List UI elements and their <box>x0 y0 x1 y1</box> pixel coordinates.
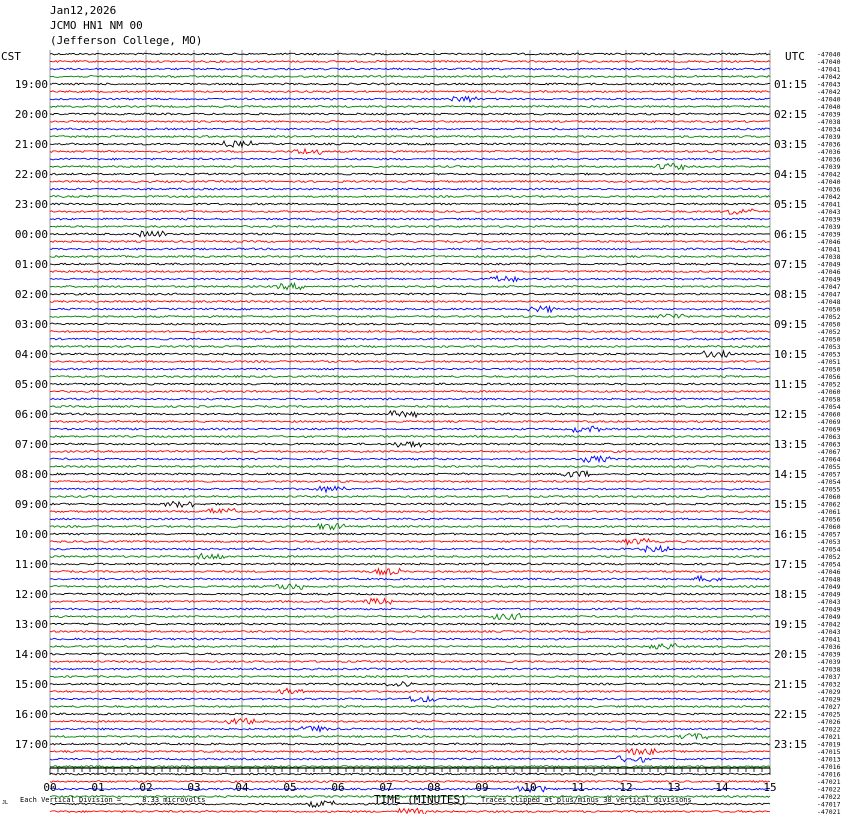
trace-value-label: -47060 <box>817 410 841 419</box>
seismic-trace <box>50 331 770 333</box>
right-hour-label: 17:15 <box>774 558 808 571</box>
seismic-trace <box>50 76 770 78</box>
right-hour-label: 11:15 <box>774 378 808 391</box>
x-tick-label: 12 <box>619 781 633 794</box>
right-hour-label: 08:15 <box>774 288 808 301</box>
trace-value-label: -47054 <box>817 403 841 411</box>
right-hour-label: 23:15 <box>774 738 808 751</box>
seismic-trace <box>50 241 770 243</box>
seismic-trace <box>50 496 770 498</box>
seismic-trace <box>50 306 770 312</box>
trace-value-label: -47052 <box>817 380 841 389</box>
seismic-trace <box>50 734 770 739</box>
seismic-trace <box>50 524 770 530</box>
trace-value-label: -47043 <box>817 628 841 636</box>
trace-value-label: -47022 <box>817 785 841 794</box>
trace-value-label: -47040 <box>817 50 841 59</box>
seismic-trace <box>50 231 770 237</box>
trace-value-label: -47036 <box>817 643 841 651</box>
trace-value-label: -47050 <box>817 365 841 374</box>
trace-value-label: -47021 <box>817 733 841 741</box>
trace-value-label: -47039 <box>817 110 841 119</box>
x-tick-label: 15 <box>763 781 777 794</box>
seismic-trace <box>50 501 770 507</box>
right-hour-label: 10:15 <box>774 348 808 361</box>
trace-value-label: -47049 <box>817 613 841 621</box>
trace-value-label: -47046 <box>817 238 841 246</box>
left-hour-label: 13:00 <box>14 618 48 631</box>
x-tick-label: 08 <box>427 781 441 794</box>
trace-value-label: -47043 <box>817 208 841 216</box>
left-hour-label: 01:00 <box>14 258 48 271</box>
left-hour-label: 03:00 <box>14 318 48 331</box>
trace-value-label: -47040 <box>817 178 841 186</box>
trace-value-label: -47039 <box>817 230 841 239</box>
trace-value-label: -47050 <box>817 335 841 344</box>
seismic-trace <box>50 509 770 513</box>
location-label: (Jefferson College, MO) <box>50 34 203 47</box>
seismic-trace <box>50 136 770 138</box>
trace-value-label: -47052 <box>817 328 841 336</box>
seismic-trace <box>50 158 770 160</box>
seismic-trace <box>50 406 770 408</box>
seismic-trace <box>50 203 770 205</box>
right-hour-label: 02:15 <box>774 108 808 121</box>
seismic-trace <box>50 608 770 610</box>
right-hour-label: 03:15 <box>774 138 808 151</box>
trace-value-label: -47019 <box>817 740 841 749</box>
x-axis-label: TIME (MINUTES) <box>374 793 467 806</box>
right-hour-label: 18:15 <box>774 588 808 601</box>
left-hour-label: 15:00 <box>14 678 48 691</box>
seismic-trace <box>50 164 770 170</box>
trace-value-label: -47069 <box>817 418 841 426</box>
trace-value-label: -47064 <box>817 455 841 464</box>
seismic-trace <box>50 471 770 477</box>
trace-value-label: -47040 <box>817 95 841 104</box>
seismic-trace <box>50 97 770 102</box>
left-hour-label: 07:00 <box>14 438 48 451</box>
trace-value-label: -47049 <box>817 590 841 599</box>
seismic-trace <box>50 613 770 619</box>
trace-value-label: -47052 <box>817 313 841 321</box>
seismic-trace <box>50 808 770 814</box>
seismic-trace <box>50 599 770 605</box>
seismic-trace <box>50 128 770 130</box>
x-tick-label: 10 <box>523 781 537 794</box>
seismic-trace <box>50 421 770 423</box>
trace-value-label: -47026 <box>817 718 841 726</box>
seismic-trace <box>50 283 770 289</box>
seismic-trace <box>50 676 770 678</box>
trace-value-label: -47039 <box>817 163 841 171</box>
seismic-trace <box>50 436 770 438</box>
seismic-trace <box>50 106 770 108</box>
trace-value-label: -47053 <box>817 538 841 546</box>
trace-value-label: -47047 <box>817 283 841 291</box>
trace-value-label: -47054 <box>817 478 841 486</box>
trace-value-label: -47027 <box>817 703 841 711</box>
seismic-trace <box>50 781 770 783</box>
right-hour-label: 21:15 <box>774 678 808 691</box>
trace-value-label: -47048 <box>817 298 841 306</box>
trace-value-label: -47042 <box>817 73 841 81</box>
left-hour-label: 12:00 <box>14 588 48 601</box>
seismic-trace <box>50 706 770 708</box>
left-hour-label: 14:00 <box>14 648 48 661</box>
clipping-note: Traces clipped at plus/minus 30 vertical divisions <box>481 796 692 804</box>
seismic-trace <box>50 383 770 385</box>
seismic-trace <box>50 149 770 155</box>
trace-value-label: -47054 <box>817 545 841 554</box>
trace-value-label: -47022 <box>817 793 841 801</box>
trace-value-label: -47016 <box>817 763 841 771</box>
seismic-trace <box>50 743 770 745</box>
trace-value-label: -47049 <box>817 260 841 269</box>
left-hour-label: 17:00 <box>14 738 48 751</box>
seismic-trace <box>50 263 770 265</box>
trace-value-label: -47039 <box>817 215 841 224</box>
seismic-trace <box>50 661 770 663</box>
seismic-trace <box>50 718 770 724</box>
seismic-trace <box>50 141 770 147</box>
seismic-trace <box>50 553 770 559</box>
seismic-trace <box>50 376 770 378</box>
seismic-trace <box>50 533 770 535</box>
trace-value-label: -47046 <box>817 568 841 576</box>
seismic-trace <box>50 623 770 625</box>
seismic-trace <box>50 301 770 303</box>
seismic-trace <box>50 338 770 340</box>
station-label: JCMO HN1 NM 00 <box>50 19 143 32</box>
trace-value-label: -47041 <box>817 65 841 74</box>
seismic-trace <box>50 361 770 363</box>
seismic-trace <box>50 293 770 295</box>
trace-value-label: -47046 <box>817 268 841 276</box>
seismic-trace <box>50 486 770 492</box>
seismic-trace <box>50 538 770 544</box>
seismic-trace <box>50 346 770 348</box>
right-hour-label: 09:15 <box>774 318 808 331</box>
trace-value-label: -47038 <box>817 665 841 674</box>
seismic-trace <box>50 314 770 318</box>
trace-value-label: -47053 <box>817 350 841 359</box>
trace-value-label: -47056 <box>817 515 841 524</box>
seismic-trace <box>50 786 770 792</box>
trace-value-label: -47039 <box>817 658 841 666</box>
seismic-trace <box>50 256 770 258</box>
x-tick-label: 04 <box>235 781 249 794</box>
trace-value-label: -47016 <box>817 770 841 779</box>
right-hour-label: 12:15 <box>774 408 808 421</box>
x-tick-label: 05 <box>283 781 297 794</box>
trace-value-label: -47042 <box>817 620 841 629</box>
trace-value-label: -47040 <box>817 58 841 66</box>
trace-value-label: -47060 <box>817 523 841 531</box>
seismic-trace <box>50 481 770 483</box>
trace-value-label: -47049 <box>817 583 841 591</box>
trace-value-label: -47038 <box>817 253 841 261</box>
trace-value-label: -47036 <box>817 140 841 149</box>
seismic-trace <box>50 226 770 228</box>
seismic-trace <box>50 391 770 393</box>
seismic-trace <box>50 91 770 93</box>
trace-value-label: -47051 <box>817 358 841 366</box>
seismic-trace <box>50 351 770 357</box>
seismic-trace <box>50 188 770 190</box>
left-hour-label: 22:00 <box>14 168 48 181</box>
seismic-trace <box>50 749 770 755</box>
seismic-trace <box>50 248 770 250</box>
x-tick-label: 13 <box>667 781 681 794</box>
footer-mark: JL <box>2 800 9 806</box>
seismic-trace <box>50 726 770 732</box>
trace-value-label: -47029 <box>817 688 841 696</box>
trace-value-label: -47039 <box>817 223 841 231</box>
trace-value-label: -47041 <box>817 200 841 209</box>
seismic-trace <box>50 323 770 325</box>
seismic-trace <box>50 61 770 63</box>
trace-value-label: -47040 <box>817 103 841 111</box>
seismic-trace <box>50 668 770 670</box>
x-tick-label: 07 <box>379 781 393 794</box>
x-tick-label: 00 <box>43 781 57 794</box>
seismic-trace <box>50 121 770 123</box>
left-hour-label: 02:00 <box>14 288 48 301</box>
right-hour-label: 04:15 <box>774 168 808 181</box>
trace-value-label: -47021 <box>817 778 841 786</box>
seismic-trace <box>50 456 770 462</box>
seismic-trace <box>50 688 770 694</box>
seismic-trace <box>50 113 770 115</box>
seismic-trace <box>50 276 770 282</box>
x-tick-label: 02 <box>139 781 153 794</box>
seismic-trace <box>50 398 770 400</box>
left-hour-label: 19:00 <box>14 78 48 91</box>
trace-value-label: -47034 <box>817 125 841 134</box>
seismic-trace <box>50 271 770 273</box>
trace-value-label: -47043 <box>817 598 841 606</box>
left-hour-label: 11:00 <box>14 558 48 571</box>
trace-value-label: -47021 <box>817 808 841 814</box>
x-tick-label: 03 <box>187 781 201 794</box>
trace-value-label: -47049 <box>817 275 841 284</box>
trace-value-label: -47013 <box>817 755 841 764</box>
trace-value-label: -47039 <box>817 133 841 141</box>
left-hour-label: 16:00 <box>14 708 48 721</box>
right-hour-label: 22:15 <box>774 708 808 721</box>
left-hour-label: 10:00 <box>14 528 48 541</box>
trace-value-label: -47067 <box>817 448 841 456</box>
trace-value-label: -47062 <box>817 500 841 509</box>
right-hour-label: 20:15 <box>774 648 808 661</box>
left-hour-label: 23:00 <box>14 198 48 211</box>
left-hour-label: 04:00 <box>14 348 48 361</box>
seismic-trace <box>50 682 770 687</box>
left-hour-label: 21:00 <box>14 138 48 151</box>
left-hour-label: 05:00 <box>14 378 48 391</box>
trace-value-label: -47041 <box>817 245 841 254</box>
trace-value-label: -47053 <box>817 343 841 351</box>
vertical-division-note: Each Vertical Division = 8.33 microvolts <box>20 796 206 804</box>
x-tick-label: 06 <box>331 781 345 794</box>
seismic-trace <box>50 756 770 762</box>
trace-value-label: -47063 <box>817 440 841 449</box>
seismic-trace <box>50 713 770 715</box>
right-hour-label: 06:15 <box>774 228 808 241</box>
left-hour-label: 09:00 <box>14 498 48 511</box>
trace-value-label: -47042 <box>817 193 841 201</box>
trace-value-label: -47056 <box>817 373 841 381</box>
trace-value-label: -47052 <box>817 553 841 561</box>
trace-value-label: -47015 <box>817 748 841 756</box>
seismic-trace <box>50 766 770 768</box>
right-hour-label: 14:15 <box>774 468 808 481</box>
trace-value-label: -47060 <box>817 388 841 396</box>
trace-value-label: -47069 <box>817 425 841 434</box>
trace-value-label: -47042 <box>817 170 841 179</box>
seismic-trace <box>50 368 770 370</box>
left-hour-label: 06:00 <box>14 408 48 421</box>
left-hour-label: 08:00 <box>14 468 48 481</box>
seismic-trace <box>50 576 770 581</box>
trace-value-label: -47041 <box>817 635 841 644</box>
right-hour-label: 01:15 <box>774 78 808 91</box>
trace-value-label: -47025 <box>817 710 841 719</box>
trace-value-label: -47050 <box>817 305 841 314</box>
seismic-trace <box>50 518 770 520</box>
right-hour-label: 16:15 <box>774 528 808 541</box>
seismic-trace <box>50 631 770 633</box>
trace-value-label: -47036 <box>817 148 841 156</box>
right-hour-label: 19:15 <box>774 618 808 631</box>
right-hour-label: 05:15 <box>774 198 808 211</box>
seismic-trace <box>50 773 770 775</box>
trace-value-label: -47050 <box>817 320 841 329</box>
seismic-trace <box>50 181 770 183</box>
seismic-trace <box>50 696 770 701</box>
trace-value-label: -47063 <box>817 433 841 441</box>
trace-value-label: -47036 <box>817 185 841 194</box>
trace-value-label: -47036 <box>817 155 841 164</box>
seismic-trace <box>50 53 770 55</box>
seismic-trace <box>50 451 770 453</box>
trace-value-label: -47061 <box>817 508 841 516</box>
trace-value-label: -47047 <box>817 290 841 299</box>
trace-value-label: -47058 <box>817 395 841 404</box>
trace-value-label: -47029 <box>817 695 841 704</box>
seismic-trace <box>50 563 770 565</box>
trace-value-label: -47022 <box>817 725 841 734</box>
seismic-trace <box>50 644 770 650</box>
trace-value-label: -47057 <box>817 470 841 479</box>
trace-value-label: -47037 <box>817 673 841 681</box>
x-tick-label: 01 <box>91 781 105 794</box>
seismic-trace <box>50 218 770 220</box>
seismic-trace <box>50 411 770 417</box>
trace-value-label: -47057 <box>817 530 841 539</box>
trace-value-label: -47039 <box>817 650 841 659</box>
right-hour-label: 15:15 <box>774 498 808 511</box>
seismic-trace <box>50 426 770 432</box>
trace-value-label: -47049 <box>817 605 841 614</box>
trace-value-label: -47055 <box>817 485 841 494</box>
seismic-trace <box>50 568 770 574</box>
right-timezone-label: UTC <box>785 50 805 63</box>
seismic-trace <box>50 442 770 447</box>
seismic-trace <box>50 593 770 595</box>
seismic-trace <box>50 68 770 70</box>
date-label: Jan12,2026 <box>50 4 117 17</box>
trace-value-label: -47032 <box>817 680 841 689</box>
seismic-trace <box>50 173 770 175</box>
seismic-trace <box>50 546 770 552</box>
left-timezone-label: CST <box>1 50 21 63</box>
seismic-trace <box>50 196 770 198</box>
right-hour-label: 13:15 <box>774 438 808 451</box>
trace-value-label: -47060 <box>817 493 841 501</box>
seismic-trace <box>50 638 770 640</box>
seismic-trace <box>50 466 770 468</box>
right-hour-label: 07:15 <box>774 258 808 271</box>
left-hour-label: 00:00 <box>14 228 48 241</box>
trace-value-label: -47043 <box>817 80 841 89</box>
seismic-trace <box>50 209 770 214</box>
seismic-trace <box>50 653 770 655</box>
x-tick-label: 14 <box>715 781 729 794</box>
trace-value-label: -47017 <box>817 800 841 809</box>
x-tick-label: 09 <box>475 781 489 794</box>
x-tick-label: 11 <box>571 781 585 794</box>
seismic-trace <box>50 584 770 589</box>
trace-value-label: -47054 <box>817 560 841 569</box>
seismic-trace <box>50 83 770 85</box>
trace-value-label: -47042 <box>817 88 841 96</box>
left-hour-label: 20:00 <box>14 108 48 121</box>
trace-value-label: -47038 <box>817 118 841 126</box>
trace-value-label: -47055 <box>817 463 841 471</box>
trace-value-label: -47048 <box>817 575 841 584</box>
